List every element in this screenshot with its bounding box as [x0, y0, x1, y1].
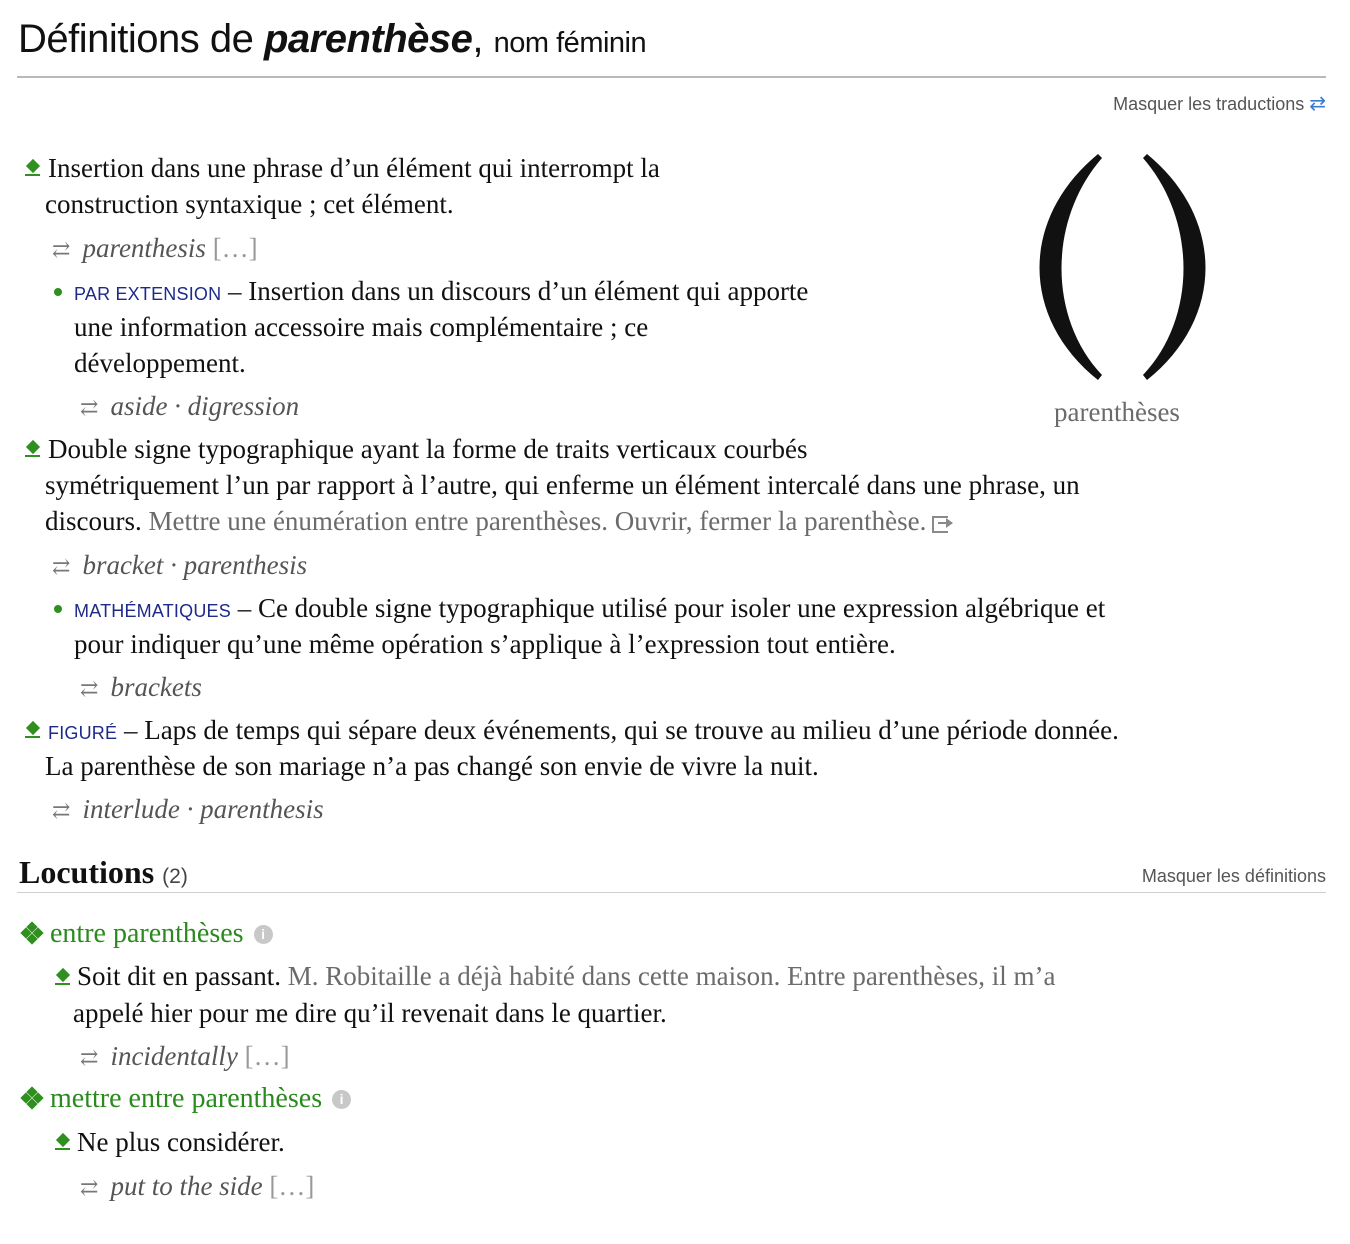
definition-text: Soit dit en passant.: [77, 961, 281, 991]
usage-example: M. Robitaille a déjà habité dans cette maison. Entre parenthèses, il m’a: [281, 961, 1056, 991]
bullet-underline: [25, 455, 40, 457]
translation-text[interactable]: bracket · parenthesis: [82, 550, 308, 580]
definition-3-line-1: [48, 712, 1119, 751]
title-divider: [17, 76, 1326, 78]
toggle-translations-label: Masquer les traductions: [1113, 94, 1305, 114]
green-dot-bullet-icon: [54, 288, 62, 296]
more-translations-link[interactable]: […]: [212, 233, 258, 263]
translation-row: [80, 1038, 290, 1076]
subdefinition-text: Insertion dans un discours d’un élément qui apporte: [248, 276, 809, 306]
green-dot-bullet-icon: [54, 605, 62, 613]
translation-arrows-icon: ⇄: [80, 395, 99, 420]
locution-1-definition: [77, 958, 1056, 994]
locution-2-heading[interactable]: [50, 1081, 351, 1117]
subdefinition-1-line-1: [74, 273, 808, 312]
definition-text: discours.: [45, 506, 142, 536]
toggle-translations-link[interactable]: [1113, 91, 1326, 116]
bullet-underline: [55, 983, 70, 985]
more-translations-link[interactable]: […]: [244, 1041, 290, 1071]
info-icon[interactable]: i: [254, 925, 273, 944]
usage-example: Mettre une énumération entre parenthèses. Ouvrir, fermer la parenthèse.: [141, 506, 927, 536]
title-prefix: Définitions de: [18, 17, 264, 61]
label-separator: –: [117, 715, 145, 745]
subdefinition-1-line-2: une information accessoire mais complémentaire ; ce: [74, 312, 649, 342]
definition-1-line-2: construction syntaxique ; cet élément.: [45, 189, 454, 219]
part-of-speech: nom féminin: [493, 27, 647, 59]
usage-label: FIGURÉ: [48, 723, 118, 743]
label-separator: –: [230, 593, 258, 623]
translation-arrows-icon: ⇄: [80, 1045, 99, 1070]
locutions-heading: [19, 852, 188, 897]
usage-example-continued: appelé hier pour me dire qu’il revenait dans le quartier.: [73, 998, 667, 1028]
translation-row: [52, 547, 307, 585]
green-diamond-bullet-icon: [26, 440, 40, 454]
translation-row: [52, 230, 258, 268]
subdefinition-text: Ce double signe typographique utilisé pour isoler une expression algébrique et: [257, 593, 1106, 623]
info-icon[interactable]: i: [332, 1090, 351, 1109]
usage-label: MATHÉMATIQUES: [74, 601, 231, 621]
translation-row: [80, 1168, 314, 1206]
bullet-underline: [25, 174, 40, 176]
translation-row: [80, 669, 202, 707]
locutions-count: (2): [162, 865, 188, 888]
definition-2-line-1: Double signe typographique ayant la forme de traits verticaux courbés: [48, 434, 808, 464]
translation-text[interactable]: parenthesis: [82, 233, 206, 263]
translation-arrows-icon: ⇄: [52, 237, 71, 262]
translation-arrows-icon: ⇄: [52, 798, 71, 823]
definition-text: Laps de temps qui sépare deux événements, qui se trouve au milieu d’une période donnée.: [144, 715, 1119, 745]
external-link-icon[interactable]: [932, 516, 954, 531]
toggle-definitions-link[interactable]: Masquer les définitions: [1141, 866, 1326, 886]
translation-row: [52, 791, 324, 829]
label-separator: –: [221, 276, 249, 306]
subdefinition-2-line-2: pour indiquer qu’une même opération s’applique à l’expression tout entière.: [74, 629, 896, 659]
translation-text[interactable]: interlude · parenthesis: [82, 794, 324, 824]
bullet-underline: [55, 1148, 70, 1150]
green-diamond-bullet-icon: [26, 721, 40, 735]
green-diamond-bullet-icon: [26, 159, 40, 173]
swap-arrows-icon: ⇄: [1309, 93, 1326, 115]
definition-2-line-2: symétriquement l’un par rapport à l’autre, qui enferme un élément intercalé dans une phrase, un: [45, 470, 1080, 500]
translation-text[interactable]: put to the side: [110, 1171, 263, 1201]
title-headword: parenthèse: [263, 17, 473, 61]
locution-text[interactable]: mettre entre parenthèses: [50, 1083, 323, 1114]
translation-text[interactable]: brackets: [110, 672, 202, 702]
usage-label: PAR EXTENSION: [74, 284, 222, 304]
green-diamond-bullet-icon: [56, 1133, 70, 1147]
bullet-underline: [25, 736, 40, 738]
section-divider: [17, 892, 1326, 893]
green-diamond-bullet-icon: [56, 968, 70, 982]
translation-arrows-icon: ⇄: [80, 1175, 99, 1200]
parentheses-illustration: [1020, 148, 1225, 386]
translation-arrows-icon: ⇄: [80, 676, 99, 701]
locution-text[interactable]: entre parenthèses: [50, 918, 244, 949]
locution-1-heading[interactable]: [50, 916, 273, 952]
subdefinition-1-line-3: développement.: [74, 348, 246, 378]
more-translations-link[interactable]: […]: [269, 1171, 315, 1201]
page-title: [18, 14, 646, 68]
illustration-caption: parenthèses: [1054, 397, 1180, 427]
locutions-title: Locutions: [19, 854, 155, 890]
clover-bullet-icon: [22, 923, 42, 943]
translation-arrows-icon: ⇄: [52, 554, 71, 579]
usage-example: La parenthèse de son mariage n’a pas changé son envie de vivre la nuit.: [45, 751, 819, 781]
locution-2-definition: Ne plus considérer.: [77, 1127, 285, 1157]
definition-1-line-1: Insertion dans une phrase d’un élément qui interrompt la: [48, 153, 660, 183]
clover-bullet-icon: [22, 1088, 42, 1108]
translation-row: [80, 388, 299, 426]
translation-text[interactable]: incidentally: [110, 1041, 238, 1071]
title-comma: ,: [472, 17, 484, 61]
translation-text[interactable]: aside · digression: [110, 391, 300, 421]
subdefinition-2-line-1: [74, 590, 1105, 629]
definition-2-line-3: [45, 503, 954, 539]
